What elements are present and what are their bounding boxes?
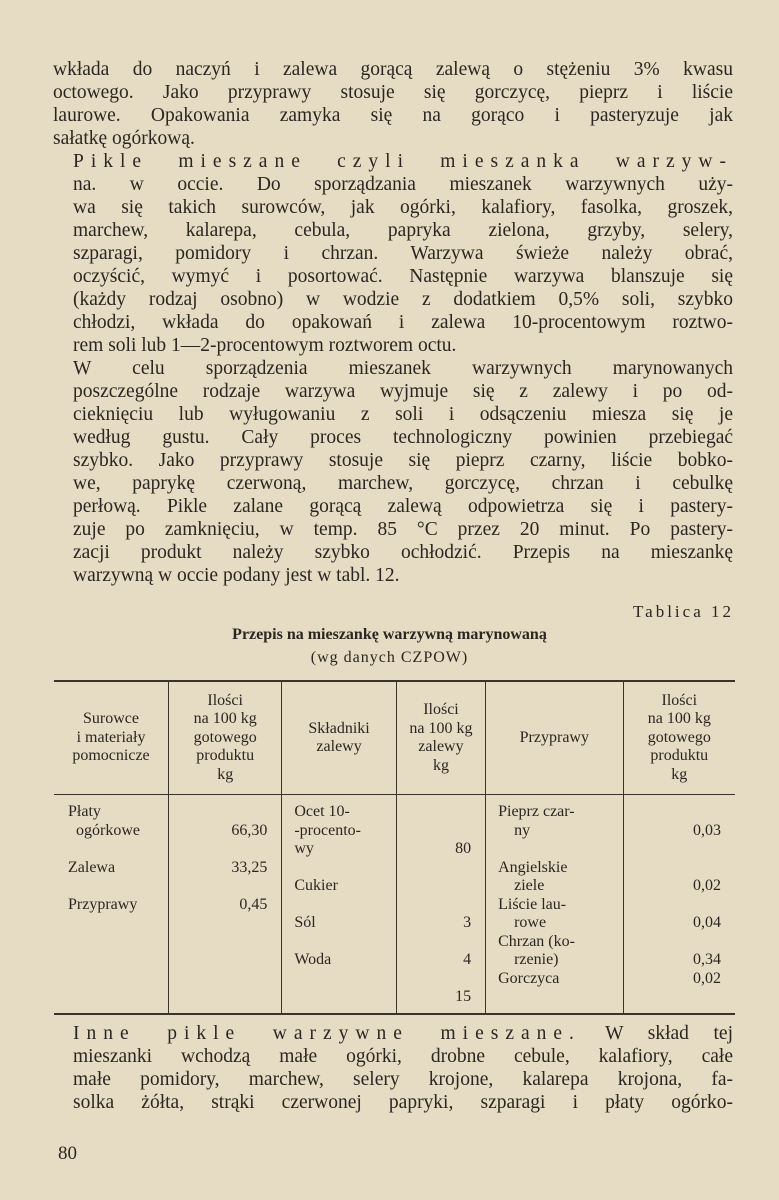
- table-header-row: [54, 681, 735, 795]
- cell-entry: Ocet 10- -procento- wy: [294, 803, 361, 857]
- paragraph-line: [53, 1022, 733, 1045]
- column-brine-qty: [396, 795, 485, 1014]
- paragraph-2: [53, 150, 733, 357]
- cell-entry: 0,04: [693, 914, 721, 931]
- column-spices: [486, 795, 623, 1014]
- cell-entry: [294, 933, 391, 952]
- cell-entry: Cukier: [294, 877, 338, 894]
- recipe-table: [54, 680, 735, 1015]
- header-cell: Ilości na 100 kg gotowego produktu kg: [169, 681, 282, 795]
- cell-entry: Liście lau- rowe: [498, 895, 567, 931]
- cell-entry: 0,45: [239, 895, 268, 913]
- paragraph-line: laurowe. Opakowania zamyka się na gorąco i pasteryzuje jak: [53, 105, 733, 126]
- spaced-heading: Pikle mieszane czyli mieszanka warzyw-: [73, 151, 733, 172]
- paragraph-line: wa się takich surowców, jak ogórki, kalafiory, fasolka, groszek,: [73, 197, 733, 218]
- cell-entry: Angielskie ziele: [498, 858, 568, 894]
- cell-entry: Pieprz czar- ny: [498, 803, 575, 839]
- paragraph-line: według gustu. Cały proces technologiczny powinien przebiegać: [73, 427, 733, 448]
- header-cell: Składniki zalewy: [282, 681, 396, 795]
- paragraph-line: perłową. Pikle zalane gorącą zalewą odpowietrza się i pastery-: [73, 496, 733, 517]
- cell-entry: [68, 840, 164, 859]
- cell-entry: Chrzan (ko- rzenie): [498, 932, 575, 968]
- cell-entry: 15: [455, 988, 472, 1005]
- cell-entry: Sól: [294, 914, 316, 931]
- paragraph-line: cieknięciu lub wyługowaniu z soli i odsączeniu miesza się je: [73, 404, 733, 425]
- cell-entry: [401, 896, 471, 915]
- paragraph-line: we, paprykę czerwoną, marchew, gorczycę, chrzan i cebulkę: [73, 473, 733, 494]
- paragraph-line: octowego. Jako przyprawy stosuje się gorczycę, pieprz i liście: [53, 82, 733, 103]
- paragraph-line: rem soli lub 1—2-procentowym roztworem octu.: [73, 335, 457, 356]
- column-raw-materials: [54, 795, 169, 1014]
- cell-entry: [401, 933, 471, 952]
- paragraph-line: zuje po zamknięciu, w temp. 85 °C przez 20 minut. Po pastery-: [73, 519, 733, 540]
- cell-entry: [401, 877, 471, 896]
- paragraph-4: [53, 1022, 733, 1114]
- cell-entry: 3: [463, 914, 472, 931]
- column-brine-ingredients: [282, 795, 396, 1014]
- paragraph-1: [53, 58, 733, 150]
- table-label: Tablica 12: [632, 602, 734, 621]
- cell-entry: 4: [463, 951, 472, 968]
- cell-entry: 80: [455, 840, 472, 857]
- cell-entry: [294, 896, 391, 915]
- paragraph-line: W celu sporządzenia mieszanek warzywnych marynowanych: [73, 358, 733, 379]
- cell-entry: 0,03: [693, 821, 721, 839]
- cell-entry: [628, 840, 721, 859]
- paragraph-line: szparagi, pomidory i chrzan. Warzywa świeże należy obrać,: [73, 243, 733, 264]
- paragraph-line: sałatkę ogórkową.: [53, 128, 195, 149]
- cell-entry: Gorczyca: [498, 969, 560, 987]
- cell-entry: [173, 840, 267, 859]
- column-product-qty: [169, 795, 282, 1014]
- cell-entry: [68, 877, 164, 896]
- paragraph-line: wkłada do naczyń i zalewa gorącą zalewą o stężeniu 3% kwasu: [53, 59, 733, 80]
- cell-entry: 0,02: [693, 877, 721, 894]
- cell-entry: [498, 840, 618, 859]
- cell-entry: Woda: [294, 951, 332, 968]
- header-cell: Surowce i materiały pomocnicze: [54, 681, 169, 795]
- cell-entry: Zalewa: [68, 858, 116, 876]
- paragraph-line: (każdy rodzaj osobno) w wodzie z dodatkiem 0,5% soli, szybko: [73, 289, 733, 310]
- paragraph-line: zacji produkt należy szybko ochłodzić. Przepis na mieszankę: [73, 542, 733, 563]
- cell-entry: [173, 877, 267, 896]
- paragraph-line: warzywną w occie podany jest w tabl. 12.: [73, 565, 400, 586]
- cell-entry: [401, 859, 471, 878]
- body-text-continued: [53, 1022, 733, 1114]
- paragraph-line: szybko. Jako przyprawy stosuje się pieprz czarny, liście bobko-: [73, 450, 733, 471]
- heading-rest: W skład tej: [580, 1023, 734, 1044]
- spaced-heading: Inne pikle warzywne mieszane.: [73, 1023, 581, 1044]
- cell-entry: [294, 859, 391, 878]
- body-text: [53, 58, 733, 587]
- table-title: Przepis na mieszankę warzywną marynowaną: [232, 626, 547, 643]
- paragraph-line: chłodzi, wkłada do opakowań i zalewa 10-procentowym roztwo-: [73, 312, 733, 333]
- paragraph-line: małe pomidory, marchew, selery krojone, kalarepa krojona, fa-: [73, 1069, 733, 1090]
- table-row: [54, 795, 735, 1014]
- cell-entry: Płaty ogórkowe: [68, 803, 140, 839]
- paragraph-line: solka żółta, strąki czerwonej papryki, szparagi i płaty ogórko-: [73, 1092, 733, 1113]
- paragraph-3: [53, 357, 733, 587]
- page-number: 80: [58, 1143, 77, 1164]
- paragraph-line: [53, 150, 733, 173]
- paragraph-line: poszczególne rodzaje warzywa wyjmuje się z zalewy i po od-: [73, 381, 733, 402]
- cell-entry: 33,25: [231, 858, 268, 876]
- column-spice-qty: [623, 795, 735, 1014]
- header-cell: Ilości na 100 kg zalewy kg: [396, 681, 485, 795]
- table-subtitle: (wg danych CZPOW): [310, 649, 469, 666]
- header-cell: Ilości na 100 kg gotowego produktu kg: [623, 681, 735, 795]
- paragraph-line: na. w occie. Do sporządzania mieszanek warzywnych uży-: [73, 174, 733, 195]
- cell-entry: Przyprawy: [68, 895, 138, 913]
- cell-entry: 0,34: [693, 951, 721, 968]
- header-cell: Przyprawy: [486, 681, 623, 795]
- cell-entry: 66,30: [231, 821, 268, 839]
- cell-entry: 0,02: [693, 969, 721, 987]
- cell-entry: [401, 970, 471, 989]
- paragraph-line: marchew, kalarepa, cebula, papryka zielona, grzyby, selery,: [73, 220, 733, 241]
- paragraph-line: oczyścić, wymyć i posortować. Następnie warzywa blanszuje się: [73, 266, 733, 287]
- paragraph-line: mieszanki wchodzą małe ogórki, drobne cebule, kalafiory, całe: [73, 1046, 733, 1067]
